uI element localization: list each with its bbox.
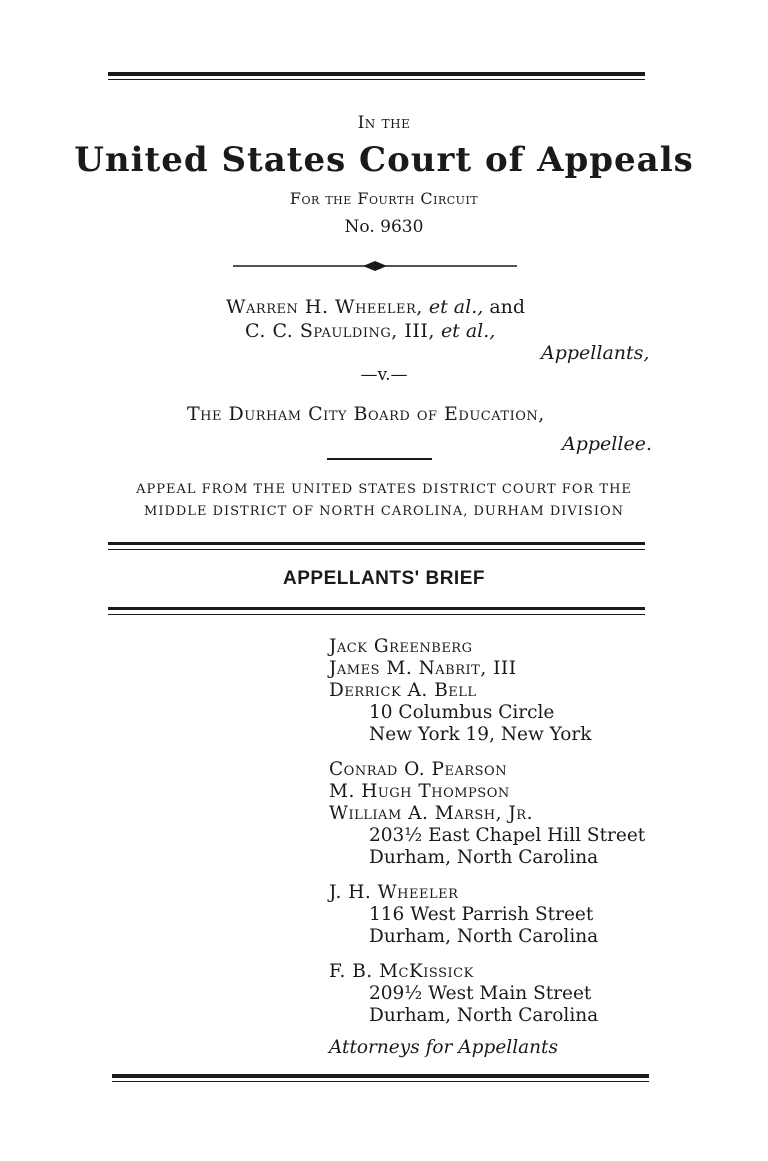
appellant-etal-2: et al., [440, 320, 496, 342]
attorney-group-3 [329, 882, 659, 948]
appellee-name: The Durham City Board of Education, [187, 403, 545, 425]
circuit-label: For the Fourth Circuit [289, 189, 479, 208]
appeal-from-line-2: MIDDLE DISTRICT OF NORTH CAROLINA, DURHAM DIVISION [144, 504, 624, 519]
versus-label: —v.— [360, 365, 408, 385]
attorneys-footer: Attorneys for Appellants [329, 1037, 558, 1058]
court-name: United States Court of Appeals [74, 140, 694, 180]
appellant-etal-1: et al., [428, 296, 484, 318]
attorney-address: Durham, North Carolina [369, 1005, 599, 1026]
appellant-line-1 [226, 296, 525, 318]
attorney-address: Durham, North Carolina [369, 847, 599, 868]
top-rule [108, 72, 645, 76]
bottom-rule [112, 1074, 649, 1078]
appellant-and: and [489, 296, 526, 318]
attorney-name: James M. Nabrit, III [329, 658, 517, 679]
top-rule-thin [108, 79, 645, 80]
attorney-group-1 [329, 636, 659, 746]
attorney-name: Jack Greenberg [329, 636, 473, 657]
attorney-name: J. H. Wheeler [329, 882, 459, 903]
brief-rule-bottom-2 [108, 614, 645, 615]
ornament-divider [233, 258, 517, 274]
attorney-name: Derrick A. Bell [329, 680, 477, 701]
appellants-label: Appellants, [541, 342, 650, 364]
attorney-name: F. B. McKissick [329, 961, 474, 982]
appellee-label: Appellee. [562, 433, 652, 455]
bottom-rule-thin [112, 1081, 649, 1082]
appellant-name-2: C. C. Spaulding, III, [245, 320, 435, 342]
attorney-address: 116 West Parrish Street [369, 904, 594, 925]
appellant-name-1: Warren H. Wheeler, [226, 296, 423, 318]
attorney-address: New York 19, New York [369, 724, 592, 745]
in-the-label: In the [357, 113, 411, 133]
attorney-address: 209½ West Main Street [369, 983, 592, 1004]
attorney-name: M. Hugh Thompson [329, 781, 510, 802]
attorney-name: William A. Marsh, Jr. [329, 803, 533, 824]
brief-title: APPELLANTS' BRIEF [283, 568, 485, 589]
brief-rule-top-2 [108, 549, 645, 550]
attorney-address: 203½ East Chapel Hill Street [369, 825, 646, 846]
appeal-from-line-1: APPEAL FROM THE UNITED STATES DISTRICT COURT FOR THE [136, 482, 632, 497]
attorney-address: Durham, North Carolina [369, 926, 599, 947]
attorney-list [329, 636, 659, 1059]
short-rule [327, 458, 432, 460]
appellant-line-2 [245, 320, 495, 342]
attorney-name: Conrad O. Pearson [329, 759, 508, 780]
brief-rule-top-1 [108, 542, 645, 545]
brief-rule-bottom-1 [108, 607, 645, 610]
attorney-group-2 [329, 759, 659, 869]
attorney-address: 10 Columbus Circle [369, 702, 555, 723]
case-number: No. 9630 [344, 217, 424, 237]
attorney-group-4 [329, 961, 659, 1027]
